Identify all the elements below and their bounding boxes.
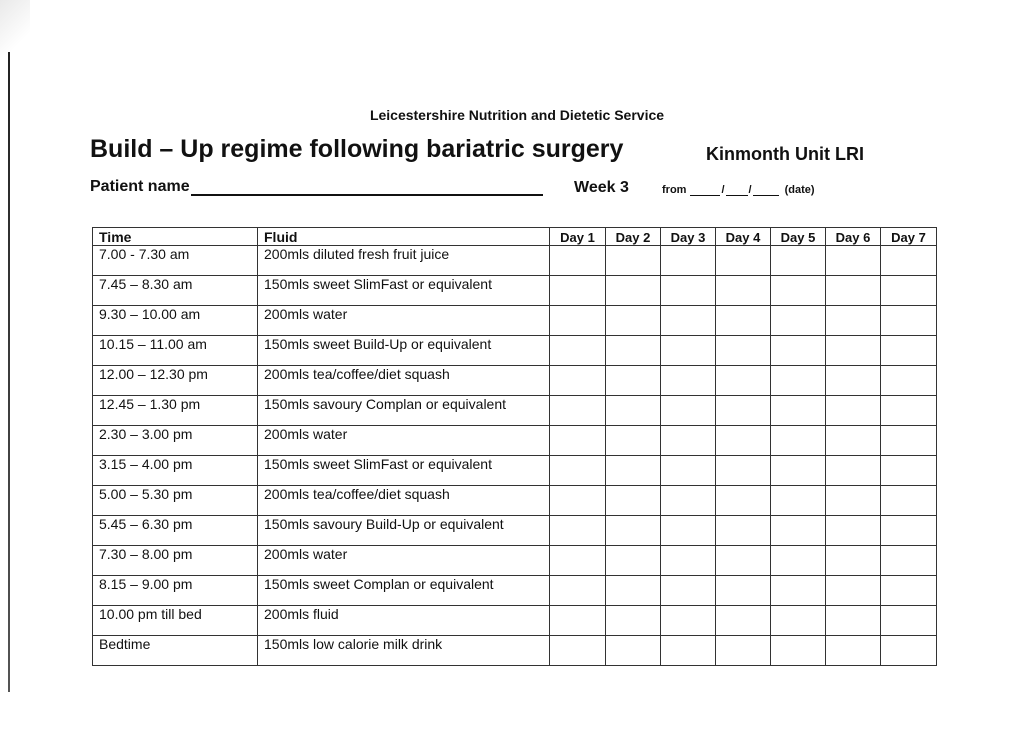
table-row: [93, 246, 937, 276]
fluid-cell: 200mls tea/coffee/diet squash: [258, 366, 550, 396]
day-2-cell[interactable]: [606, 576, 661, 606]
day-5-cell[interactable]: [771, 366, 826, 396]
day-6-cell[interactable]: [826, 456, 881, 486]
day-4-cell[interactable]: [716, 546, 771, 576]
day-5-cell[interactable]: [771, 546, 826, 576]
fluid-cell: 150mls sweet Build-Up or equivalent: [258, 336, 550, 366]
day-7-cell[interactable]: [881, 576, 937, 606]
day-1-cell[interactable]: [550, 606, 606, 636]
fluid-cell: 200mls fluid: [258, 606, 550, 636]
fluid-header: Fluid: [258, 228, 550, 246]
day-1-cell[interactable]: [550, 246, 606, 276]
date-label: (date): [784, 184, 815, 196]
day-1-cell[interactable]: [550, 336, 606, 366]
table-row: [93, 306, 937, 336]
fluid-cell: 150mls sweet Complan or equivalent: [258, 576, 550, 606]
table-row: [93, 636, 937, 666]
fluid-cell: 150mls low calorie milk drink: [258, 636, 550, 666]
day-1-cell[interactable]: [550, 576, 606, 606]
fluid-cell: 150mls sweet SlimFast or equivalent: [258, 276, 550, 306]
day-2-header: Day 2: [606, 228, 661, 246]
time-cell: 2.30 – 3.00 pm: [93, 426, 258, 456]
day-7-cell[interactable]: [881, 456, 937, 486]
day-3-cell[interactable]: [661, 636, 716, 666]
time-cell: 7.45 – 8.30 am: [93, 276, 258, 306]
day-4-cell[interactable]: [716, 426, 771, 456]
time-cell: 9.30 – 10.00 am: [93, 306, 258, 336]
day-5-cell[interactable]: [771, 276, 826, 306]
time-cell: 5.00 – 5.30 pm: [93, 486, 258, 516]
unit-name: Kinmonth Unit LRI: [706, 144, 864, 164]
day-5-cell[interactable]: [771, 426, 826, 456]
day-1-cell[interactable]: [550, 306, 606, 336]
day-5-header: Day 5: [771, 228, 826, 246]
scan-edge-line: [8, 52, 10, 692]
day-2-cell[interactable]: [606, 486, 661, 516]
day-7-cell[interactable]: [881, 546, 937, 576]
table-row: [93, 396, 937, 426]
day-6-cell[interactable]: [826, 486, 881, 516]
day-6-cell[interactable]: [826, 606, 881, 636]
day-4-header: Day 4: [716, 228, 771, 246]
day-3-cell[interactable]: [661, 306, 716, 336]
day-4-cell[interactable]: [716, 516, 771, 546]
day-1-cell[interactable]: [550, 486, 606, 516]
date-month-blank[interactable]: [726, 185, 748, 196]
day-3-cell[interactable]: [661, 606, 716, 636]
table-row: [93, 576, 937, 606]
time-cell: 8.15 – 9.00 pm: [93, 576, 258, 606]
day-1-cell[interactable]: [550, 396, 606, 426]
day-2-cell[interactable]: [606, 366, 661, 396]
day-4-cell[interactable]: [716, 366, 771, 396]
day-5-cell[interactable]: [771, 306, 826, 336]
day-3-cell[interactable]: [661, 456, 716, 486]
day-7-cell[interactable]: [881, 276, 937, 306]
from-label: from: [662, 184, 687, 196]
day-2-cell[interactable]: [606, 606, 661, 636]
day-7-header: Day 7: [881, 228, 937, 246]
time-cell: 10.15 – 11.00 am: [93, 336, 258, 366]
day-3-cell[interactable]: [661, 426, 716, 456]
fluid-cell: 200mls tea/coffee/diet squash: [258, 486, 550, 516]
day-7-cell[interactable]: [881, 336, 937, 366]
day-2-cell[interactable]: [606, 246, 661, 276]
table-row: [93, 546, 937, 576]
day-5-cell[interactable]: [771, 576, 826, 606]
time-cell: 12.45 – 1.30 pm: [93, 396, 258, 426]
day-4-cell[interactable]: [716, 456, 771, 486]
day-4-cell[interactable]: [716, 606, 771, 636]
day-5-cell[interactable]: [771, 396, 826, 426]
day-2-cell[interactable]: [606, 336, 661, 366]
day-6-cell[interactable]: [826, 636, 881, 666]
day-1-cell[interactable]: [550, 546, 606, 576]
fluid-cell: 200mls water: [258, 546, 550, 576]
service-name: Leicestershire Nutrition and Dietetic Service: [369, 107, 665, 123]
fluid-cell: 200mls diluted fresh fruit juice: [258, 246, 550, 276]
date-slash-2: /: [748, 184, 752, 196]
time-cell: 5.45 – 6.30 pm: [93, 516, 258, 546]
day-5-cell[interactable]: [771, 246, 826, 276]
day-7-cell[interactable]: [881, 426, 937, 456]
day-1-cell[interactable]: [550, 456, 606, 486]
day-1-cell[interactable]: [550, 366, 606, 396]
day-1-cell[interactable]: [550, 276, 606, 306]
week-label: Week 3: [574, 179, 629, 196]
day-6-cell[interactable]: [826, 396, 881, 426]
day-5-cell[interactable]: [771, 606, 826, 636]
day-6-cell[interactable]: [826, 366, 881, 396]
date-range-field[interactable]: [662, 184, 815, 196]
day-2-cell[interactable]: [606, 456, 661, 486]
day-6-cell[interactable]: [826, 276, 881, 306]
day-4-cell[interactable]: [716, 396, 771, 426]
day-3-cell[interactable]: [661, 486, 716, 516]
day-6-cell[interactable]: [826, 426, 881, 456]
day-2-cell[interactable]: [606, 516, 661, 546]
day-6-cell[interactable]: [826, 246, 881, 276]
day-5-cell[interactable]: [771, 636, 826, 666]
fluid-regime-table: [92, 227, 937, 666]
day-7-cell[interactable]: [881, 246, 937, 276]
table-row: [93, 426, 937, 456]
day-6-cell[interactable]: [826, 546, 881, 576]
day-3-cell[interactable]: [661, 336, 716, 366]
day-4-cell[interactable]: [716, 276, 771, 306]
time-cell: 12.00 – 12.30 pm: [93, 366, 258, 396]
day-2-cell[interactable]: [606, 426, 661, 456]
time-cell: Bedtime: [93, 636, 258, 666]
day-3-cell[interactable]: [661, 246, 716, 276]
day-5-cell[interactable]: [771, 516, 826, 546]
table-row: [93, 336, 937, 366]
fluid-cell: 150mls sweet SlimFast or equivalent: [258, 456, 550, 486]
day-1-header: Day 1: [550, 228, 606, 246]
day-6-cell[interactable]: [826, 336, 881, 366]
patient-name-field[interactable]: [90, 178, 543, 196]
time-cell: 10.00 pm till bed: [93, 606, 258, 636]
table-body: [93, 246, 937, 666]
day-2-cell[interactable]: [606, 306, 661, 336]
day-7-cell[interactable]: [881, 306, 937, 336]
day-7-cell[interactable]: [881, 366, 937, 396]
table-row: [93, 456, 937, 486]
fluid-cell: 200mls water: [258, 306, 550, 336]
patient-name-label: Patient name: [90, 178, 190, 195]
time-header: Time: [93, 228, 258, 246]
table-row: [93, 486, 937, 516]
day-1-cell[interactable]: [550, 516, 606, 546]
day-6-cell[interactable]: [826, 576, 881, 606]
table-row: [93, 276, 937, 306]
day-7-cell[interactable]: [881, 606, 937, 636]
day-4-cell[interactable]: [716, 486, 771, 516]
day-6-cell[interactable]: [826, 516, 881, 546]
scan-corner-shadow: [0, 0, 30, 60]
day-7-cell[interactable]: [881, 396, 937, 426]
day-2-cell[interactable]: [606, 276, 661, 306]
table-row: [93, 606, 937, 636]
fluid-cell: 150mls savoury Complan or equivalent: [258, 396, 550, 426]
day-2-cell[interactable]: [606, 546, 661, 576]
day-5-cell[interactable]: [771, 336, 826, 366]
day-6-header: Day 6: [826, 228, 881, 246]
day-4-cell[interactable]: [716, 336, 771, 366]
page-title: Build – Up regime following bariatric surgery: [90, 135, 624, 163]
day-3-cell[interactable]: [661, 576, 716, 606]
date-slash-1: /: [721, 184, 725, 196]
fluid-cell: 150mls savoury Build-Up or equivalent: [258, 516, 550, 546]
time-cell: 7.00 - 7.30 am: [93, 246, 258, 276]
table-header-row: [93, 228, 937, 246]
day-3-cell[interactable]: [661, 396, 716, 426]
day-3-cell[interactable]: [661, 546, 716, 576]
date-year-blank[interactable]: [753, 185, 779, 196]
day-2-cell[interactable]: [606, 636, 661, 666]
day-7-cell[interactable]: [881, 486, 937, 516]
fluid-cell: 200mls water: [258, 426, 550, 456]
day-3-cell[interactable]: [661, 366, 716, 396]
day-7-cell[interactable]: [881, 636, 937, 666]
day-3-cell[interactable]: [661, 276, 716, 306]
day-4-cell[interactable]: [716, 576, 771, 606]
day-4-cell[interactable]: [716, 636, 771, 666]
day-5-cell[interactable]: [771, 486, 826, 516]
day-4-cell[interactable]: [716, 306, 771, 336]
day-3-header: Day 3: [661, 228, 716, 246]
day-5-cell[interactable]: [771, 456, 826, 486]
day-1-cell[interactable]: [550, 636, 606, 666]
time-cell: 7.30 – 8.00 pm: [93, 546, 258, 576]
patient-name-line[interactable]: [191, 178, 543, 196]
day-2-cell[interactable]: [606, 396, 661, 426]
time-cell: 3.15 – 4.00 pm: [93, 456, 258, 486]
day-3-cell[interactable]: [661, 516, 716, 546]
table-row: [93, 516, 937, 546]
date-day-blank[interactable]: [690, 185, 720, 196]
day-6-cell[interactable]: [826, 306, 881, 336]
table-row: [93, 366, 937, 396]
day-7-cell[interactable]: [881, 516, 937, 546]
day-4-cell[interactable]: [716, 246, 771, 276]
day-1-cell[interactable]: [550, 426, 606, 456]
